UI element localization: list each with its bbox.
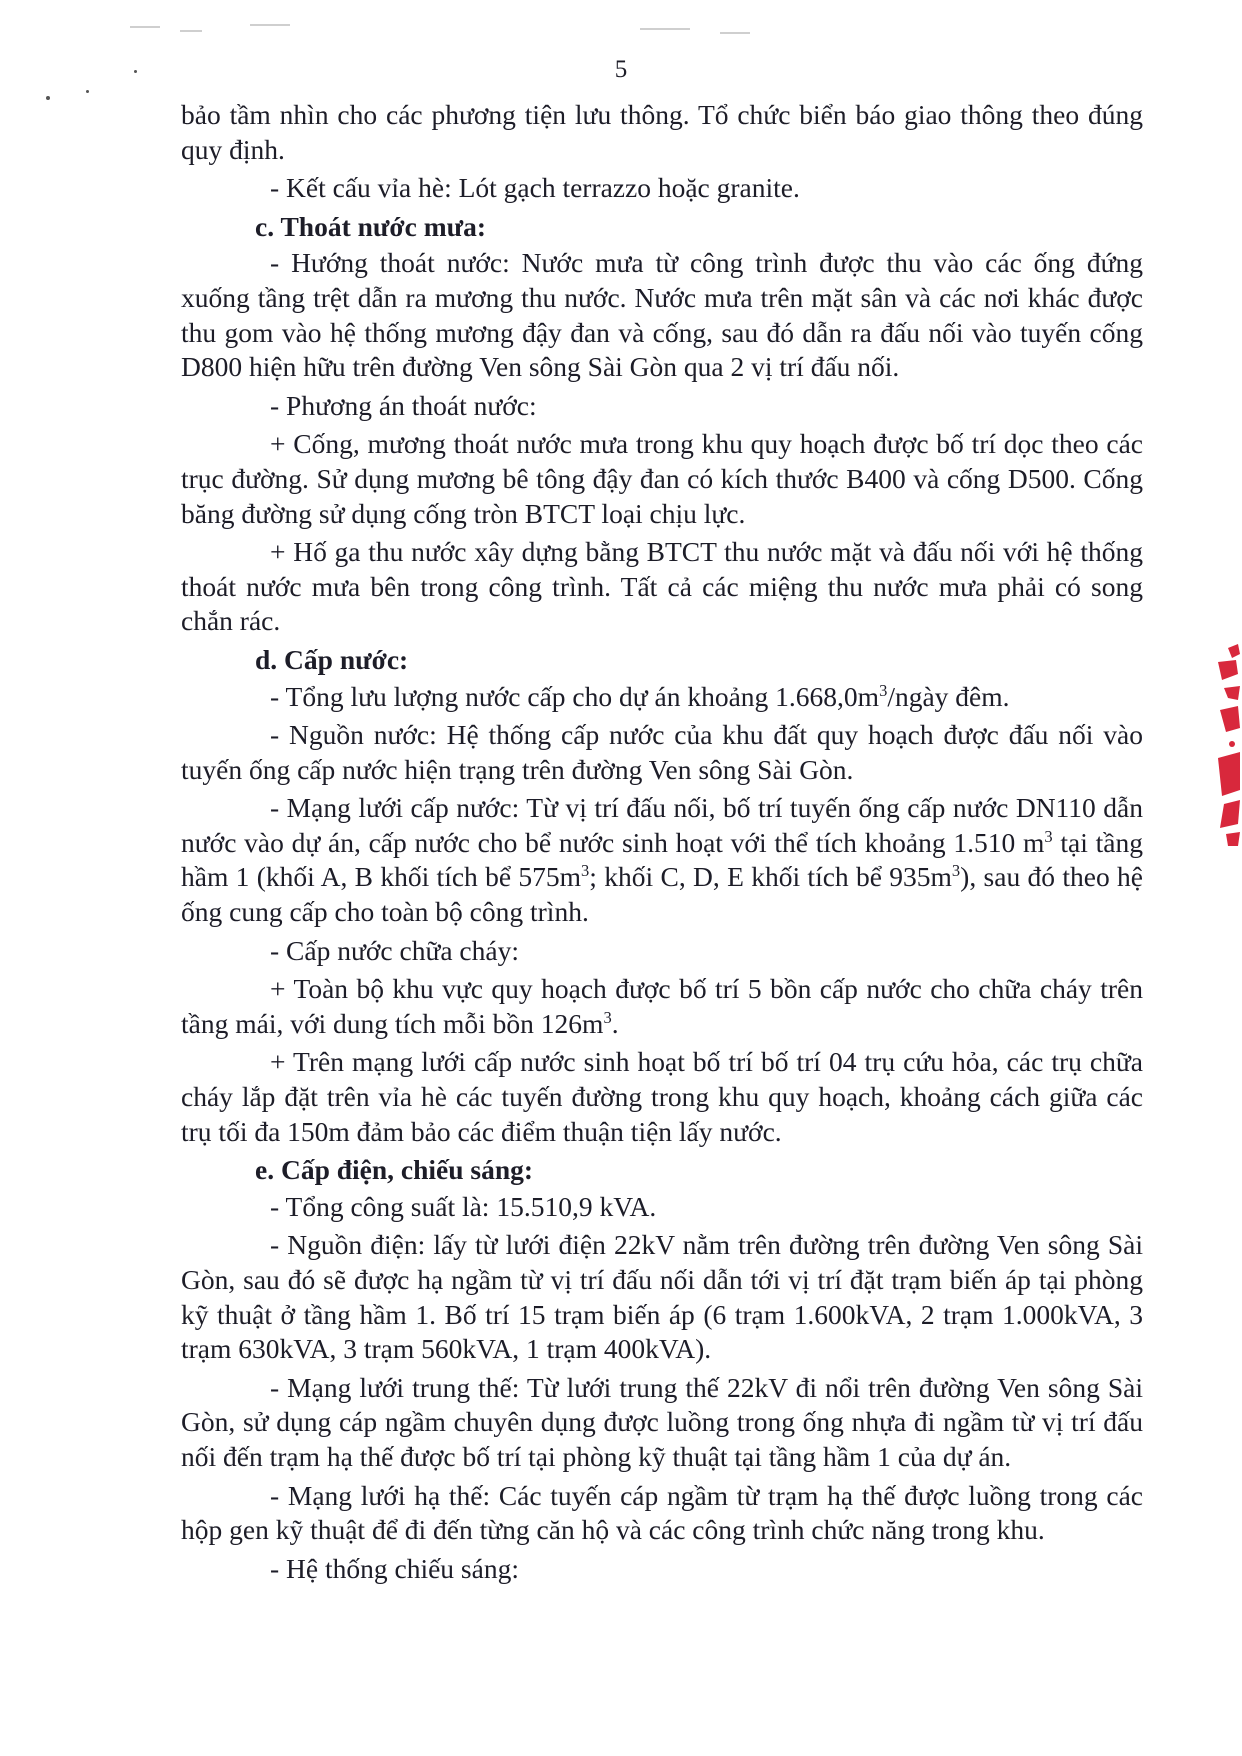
paragraph: - Cấp nước chữa cháy:	[270, 934, 519, 966]
sub-item-paragraph: + Trên mạng lưới cấp nước sinh hoạt bố trí bố trí 04 trụ cứu hỏa, các trụ chữa cháy lắp đặt trên vỉa hè các tuyến đường trong khu quy hoạch, khoảng cách giữa các trụ tối đa 150m đảm bảo các điểm thuận tiện lấy nước.	[181, 1046, 1143, 1147]
document-body	[181, 98, 1143, 1590]
section-heading: e. Cấp điện, chiếu sáng:	[255, 1154, 534, 1186]
paragraph: - Mạng lưới hạ thế: Các tuyến cáp ngầm từ trạm hạ thế được luồng trong các hộp gen kỹ thuật để đi đến từng căn hộ và các công trình chức năng trong khu.	[181, 1479, 1143, 1546]
page-number: 5	[614, 56, 628, 83]
paragraph: - Mạng lưới cấp nước: Từ vị trí đấu nối, bố trí tuyến ống cấp nước DN110 dẫn nước vào dự án, cấp nước cho bể nước sinh hoạt với thể tích khoảng 1.510 $m^3$ tại tầng hầm 1 (khối A, B khối tích bể $575m^3$; khối C, D, E khối tích bể $935m^3$), sau đó theo hệ ống cung cấp cho toàn bộ công trình.	[181, 792, 1143, 928]
paragraph: - Hướng thoát nước: Nước mưa từ công trình được thu vào các ống đứng xuống tầng trệt dẫn ra mương thu nước. Nước mưa trên mặt sân và các nơi khác được thu gom vào hệ thống mương đậy đan và cống, sau đó dẫn ra đấu nối vào tuyến cống D800 hiện hữu trên đường Ven sông Sài Gòn qua 2 vị trí đấu nối.	[181, 247, 1143, 383]
red-stamp-fragment	[1198, 640, 1242, 850]
paragraph: - Phương án thoát nước:	[270, 389, 537, 421]
sub-item-paragraph: + Cống, mương thoát nước mưa trong khu quy hoạch được bố trí dọc theo các trục đường. Sử dụng mương bê tông đậy đan có kích thước B400 và cống D500. Cống băng đường sử dụng cống tròn BTCT loại chịu lực.	[181, 428, 1143, 529]
paragraph: - Mạng lưới trung thế: Từ lưới trung thế 22kV đi nổi trên đường Ven sông Sài Gòn, sử dụng cáp ngầm chuyên dụng được luồng trong ống nhựa đi ngầm từ vị trí đấu nối đến trạm hạ thế được bố trí tại phòng kỹ thuật tại tầng hầm 1 của dự án.	[181, 1371, 1143, 1472]
paragraph: - Nguồn điện: lấy từ lưới điện 22kV nằm trên đường trên đường Ven sông Sài Gòn, sau đó sẽ được hạ ngầm từ vị trí đấu nối dẫn tới vị trí đặt trạm biến áp tại phòng kỹ thuật ở tầng hầm 1. Bố trí 15 trạm biến áp (6 trạm 1.600kVA, 2 trạm 1.000kVA, 3 trạm 630kVA, 3 trạm 560kVA, 1 trạm 400kVA).	[181, 1229, 1143, 1365]
paragraph: - Nguồn nước: Hệ thống cấp nước của khu đất quy hoạch được đấu nối vào tuyến ống cấp nước hiện trạng trên đường Ven sông Sài Gòn.	[181, 719, 1143, 785]
paragraph: - Kết cấu vỉa hè: Lót gạch terrazzo hoặc granite.	[270, 172, 800, 204]
paragraph: - Tổng lưu lượng nước cấp cho dự án khoảng $1.668,0m^3$/ngày đêm.	[270, 680, 1010, 712]
sub-item-paragraph: + Toàn bộ khu vực quy hoạch được bố trí 5 bồn cấp nước cho chữa cháy trên tầng mái, với dung tích mỗi bồn $126m^3$.	[181, 973, 1143, 1039]
scan-header-smudge	[120, 18, 1020, 48]
paragraph: bảo tầm nhìn cho các phương tiện lưu thông. Tổ chức biển báo giao thông theo đúng quy định.	[181, 99, 1143, 165]
paragraph: - Tổng công suất là: 15.510,9 kVA.	[270, 1190, 657, 1222]
section-heading: c. Thoát nước mưa:	[255, 210, 487, 242]
scan-speck	[46, 96, 50, 100]
sub-item-paragraph: + Hố ga thu nước xây dựng bằng BTCT thu nước mặt và đấu nối với hệ thống thoát nước mưa bên trong công trình. Tất cả các miệng thu nước mưa phải có song chắn rác.	[181, 536, 1143, 637]
scan-speck	[86, 90, 89, 93]
paragraph: - Hệ thống chiếu sáng:	[270, 1552, 519, 1584]
section-heading: d. Cấp nước:	[255, 643, 409, 675]
